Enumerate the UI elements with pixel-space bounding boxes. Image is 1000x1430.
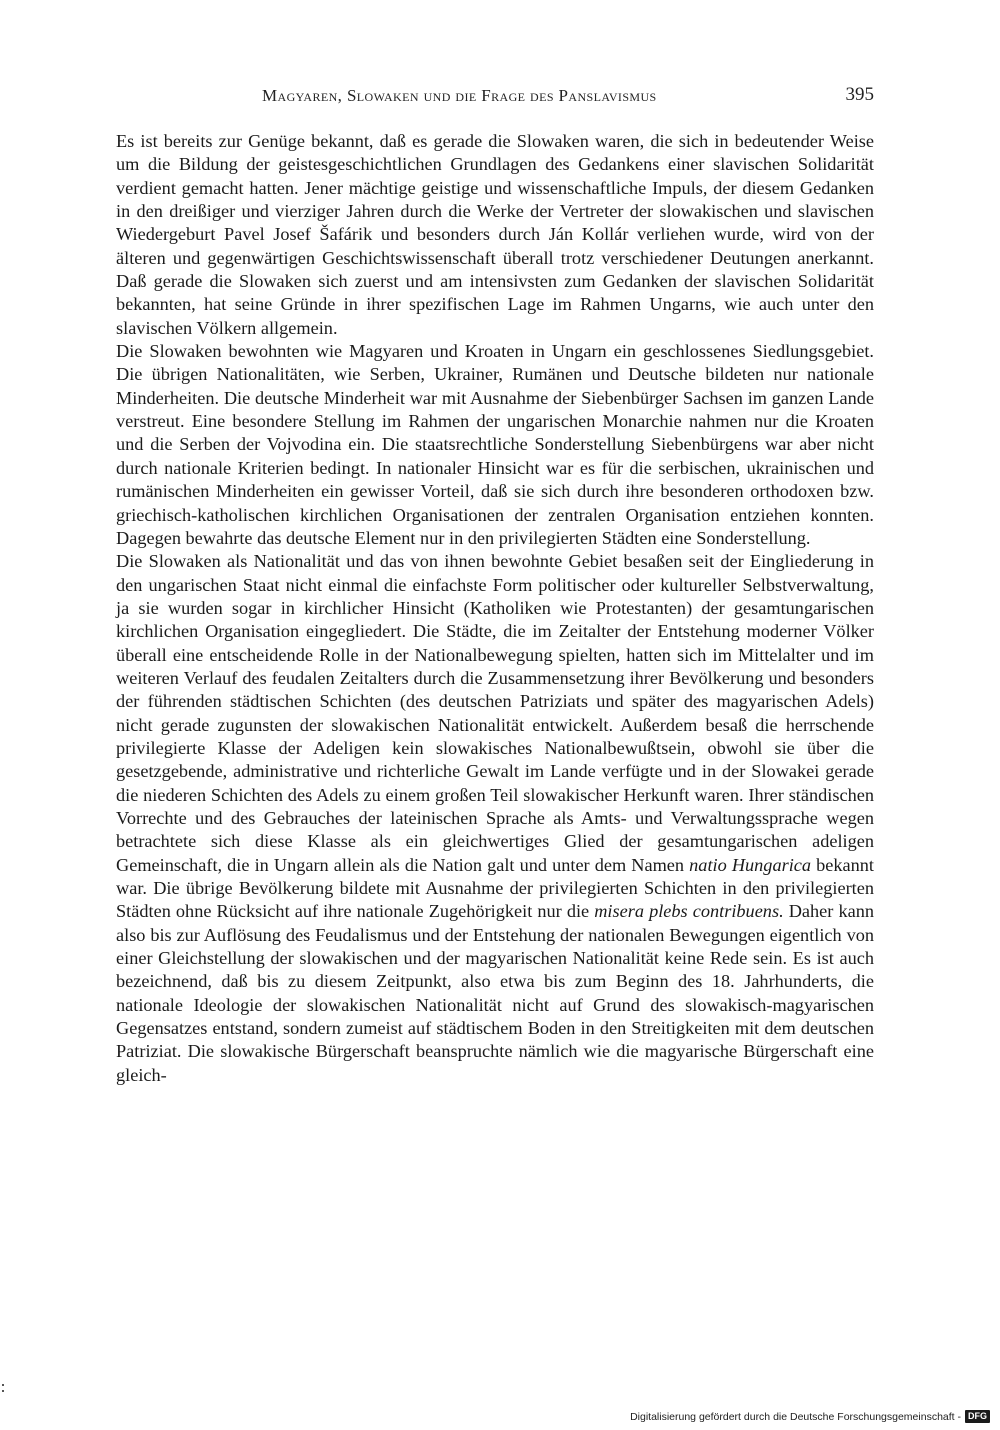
italic-natio-hungarica: natio Hungarica [689,854,812,875]
paragraph-3-part-c: Daher kann also bis zur Auflösung des Feudalismus und der Entstehung der nationalen Bewegungen eigentlich von einer Gleichstellung der slowakischen und der magyarischen Nationalität keine Rede sein. Es ist auch bezeichnend, daß bis zu diesem Zeitpunkt, also etwa bis zum Beginn des 18. Jahrhunderts, die nationale Ideologie der slowakischen Nationalität nicht auf Grund des slowakisch-magyarischen Gegensatzes entstand, sondern zumeist auf städtischem Boden in den Streitigkeiten mit dem deutschen Patriziat. Die slowakische Bürgerschaft beanspruchte nämlich wie die magyarische Bürgerschaft eine gleich- [116,901,874,1085]
digitization-credit: Digitalisierung gefördert durch die Deutsche Forschungsgemeinschaft - [630,1410,961,1423]
paragraph-1: Es ist bereits zur Genüge bekannt, daß es gerade die Slowaken waren, die sich in bedeutender Weise um die Bildung der geistesgeschichtlichen Grundlagen des Gedankens einer slavischen Solidarität verdient gemacht hatten. Jener mächtige geistige und wissenschaftliche Impuls, der diesem Gedanken in den dreißiger und vierziger Jahren durch die Werke der Vertreter der slowakischen und slavischen Wiedergeburt Pavel Josef Šafárik und besonders durch Ján Kollár verliehen wurde, wird von der älteren und gegenwärtigen Geschichtswissenschaft überall trotz verschiedener Deutungen anerkannt. Daß gerade die Slowaken sich zuerst und am intensivsten zum Gedanken der slavischen Solidarität bekannten, hat seine Gründe in ihrer spezifischen Lage im Rahmen Ungarns, wie auch unter den slavischen Völkern allgemein. [116,131,874,338]
italic-misera-plebs: misera plebs contribuens. [594,901,784,922]
paragraph-3-part-a: Die Slowaken als Nationalität und das von ihnen bewohnte Gebiet besaßen seit der Eingliederung in den ungarischen Staat nicht einmal die einfachste Form politischer oder kultureller Selbstverwaltung, ja sie wurden sogar in kirchlicher Hinsicht (Katholiken wie Protestanten) der gesamtungarischen kirchlichen Organisation eingegliedert. Die Städte, die im Zeitalter der Entstehung moderner Völker überall eine entscheidende Rolle in der Nationalbewegung spielten, hatten sich im Mittelalter und im weiteren Verlauf des feudalen Zeitalters durch die Zusammensetzung ihrer Bevölkerung und besonders der führenden städtischen Schichten (des deutschen Patriziats und später des magyarischen Adels) nicht gerade zugunsten der slowakischen Nationalität entwickelt. Außerdem besaß die herrschende privilegierte Klasse der Adeligen kein slowakisches Nationalbewußtsein, obwohl sie über die gesetzgebende, administrative und richterliche Gewalt im Lande verfügte und in der Slowakei gerade die niederen Schichten des Adels zu einem großen Teil slowakischer Herkunft waren. Ihrer ständischen Vorrechte und des Gebrauches der lateinischen Sprache als Amts- und Verwaltungssprache wegen betrachtete sich diese Klasse als ein gleichwertiges Glied der gesamtungarischen adeligen Gemeinschaft, die in Ungarn allein als die Nation galt und unter dem Namen [116,551,874,875]
page-header [116,84,874,108]
paragraph-3-part-b: bekannt war. Die übrige Bevölkerung bildete mit Ausnahme der privilegierten Schichten in den privilegierten Städten ohne Rücksicht auf ihre nationale Zugehörigkeit nur die [116,854,874,922]
scan-dot [2,1390,4,1392]
running-head: Magyaren, Slowaken und die Frage des Panslavismus [262,86,657,105]
page-number: 395 [845,84,874,105]
scan-marks [2,1384,5,1398]
paragraph-3 [116,550,874,1087]
paragraph-2: Die Slowaken bewohnten wie Magyaren und Kroaten in Ungarn ein geschlossenes Siedlungsgebiet. Die übrigen Nationalitäten, wie Serben, Ukrainer, Rumänen und Deutsche bildeten nur nationale Minderheiten. Die deutsche Minderheit war mit Ausnahme der Siebenbürger Sachsen im ganzen Lande verstreut. Eine besondere Stellung im Rahmen der ungarischen Monarchie nahmen nur die Kroaten und die Serben der Vojvodina ein. Die staatsrechtliche Sonderstellung Siebenbürgens war aber nicht durch nationale Kriterien bedingt. In nationaler Hinsicht war es für die serbischen, ukrainischen und rumänischen Minderheiten ein gewisser Vorteil, daß sie sich durch ihre besonderen orthodoxen bzw. griechisch-katholischen kirchlichen Organisationen der zentralen Organisation entziehen konnten. Dagegen bewahrte das deutsche Element nur in den privilegierten Städten eine Sonderstellung. [116,341,874,548]
scan-dot [2,1384,4,1386]
digitization-footer [630,1410,990,1423]
dfg-logo-icon: DFG [965,1410,990,1423]
body-text [116,130,874,1087]
